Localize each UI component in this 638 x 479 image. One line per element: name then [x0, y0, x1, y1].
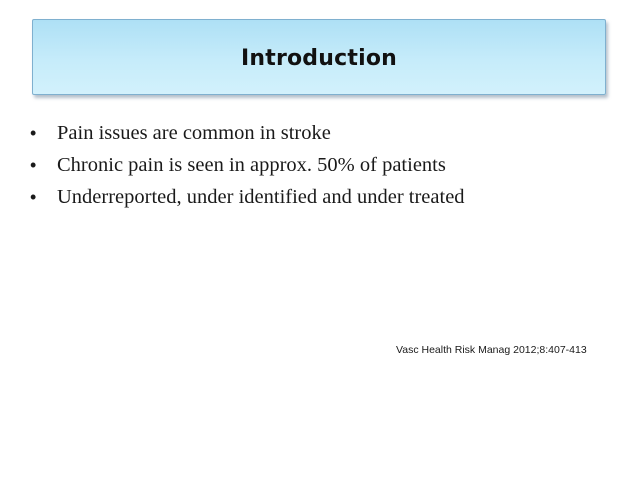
bullet-icon: • — [30, 123, 37, 143]
slide-title: Introduction — [240, 45, 397, 71]
bullet-icon: • — [30, 155, 37, 175]
citation: Vasc Health Risk Manag 2012;8:407-413 — [396, 344, 587, 356]
bullet-icon: • — [30, 187, 37, 207]
bullet-text: Underreported, under identified and under treated — [57, 186, 465, 208]
title-box — [32, 19, 606, 95]
bullet-item — [30, 117, 465, 149]
bullet-item — [30, 181, 465, 213]
bullet-list — [30, 117, 465, 213]
bullet-text: Pain issues are common in stroke — [57, 122, 331, 144]
bullet-item — [30, 149, 465, 181]
bullet-text: Chronic pain is seen in approx. 50% of patients — [57, 154, 446, 176]
